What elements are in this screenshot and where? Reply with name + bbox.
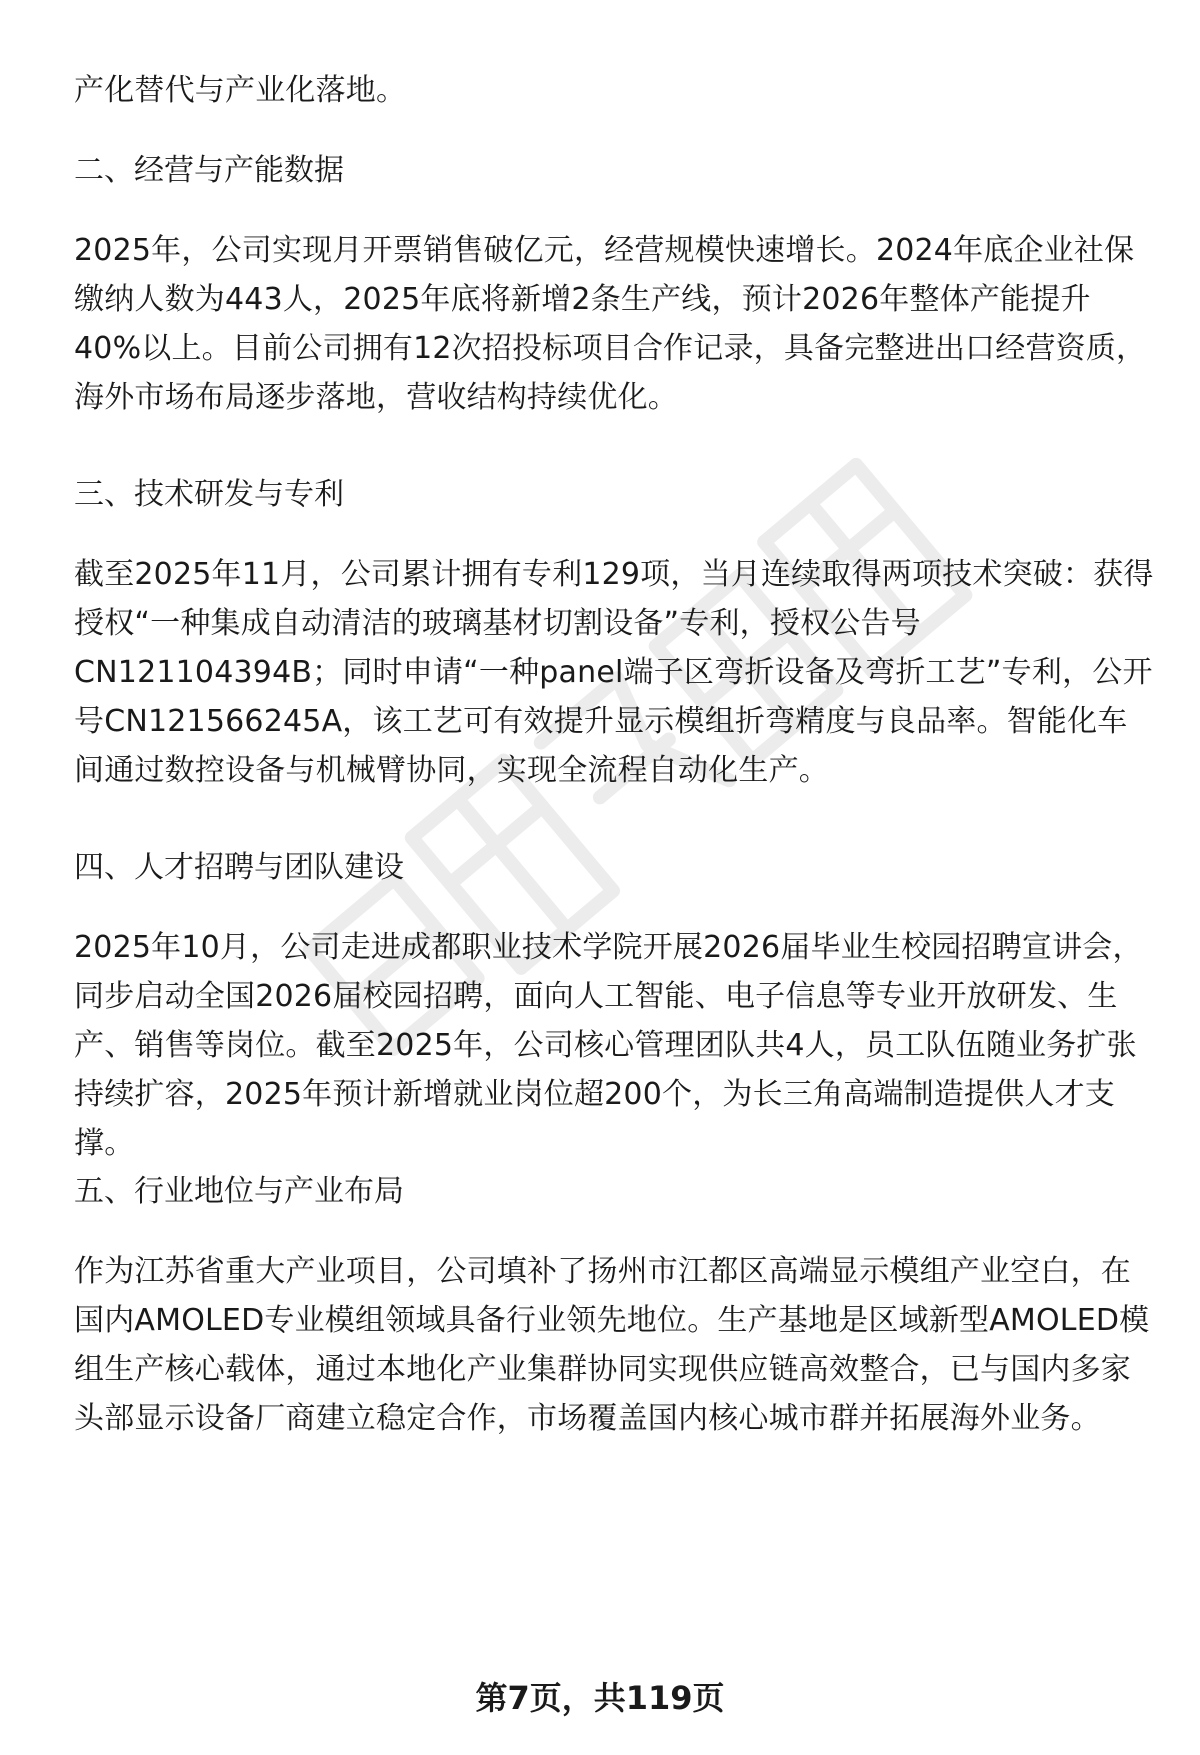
section-heading-talent: 四、人才招聘与团队建设: [74, 850, 404, 885]
section-heading-operations: 二、经营与产能数据: [74, 153, 344, 188]
section-body-industry: 作为江苏省重大产业项目，公司填补了扬州市江都区高端显示模组产业空白，在国内AMOLED专业模组领域具备行业领先地位。生产基地是区域新型AMOLED模组生产核心载体，通过本地化产业集群协同实现供应链高效整合，已与国内多家头部显示设备厂商建立稳定合作，市场覆盖国内核心城市群并拓展海外业务。: [74, 1254, 1150, 1436]
section-heading-rnd: 三、技术研发与专利: [74, 477, 344, 512]
section-heading-industry: 五、行业地位与产业布局: [74, 1174, 404, 1209]
section-body-talent: 2025年10月，公司走进成都职业技术学院开展2026届毕业生校园招聘宣讲会，同步启动全国2026届校园招聘，面向人工智能、电子信息等专业开放研发、生产、销售等岗位。截至2025年，公司核心管理团队共4人，员工队伍随业务扩张持续扩容，2025年预计新增就业岗位超200个，为长三角高端制造提供人才支撑。: [74, 930, 1143, 1161]
section-body-rnd: 截至2025年11月，公司累计拥有专利129项，当月连续取得两项技术突破：获得授权“一种集成自动清洁的玻璃基材切割设备”专利，授权公告号CN121104394B；同时申请“一种panel端子区弯折设备及弯折工艺”专利，公开号CN121566245A，该工艺可有效提升显示模组折弯精度与良品率。智能化车间通过数控设备与机械臂协同，实现全流程自动化生产。: [74, 557, 1154, 788]
section-body-operations: 2025年，公司实现月开票销售破亿元，经营规模快速增长。2024年底企业社保缴纳人数为443人，2025年底将新增2条生产线，预计2026年整体产能提升40%以上。目前公司拥有12次招投标项目合作记录，具备完整进出口经营资质，海外市场布局逐步落地，营收结构持续优化。: [74, 233, 1147, 415]
intro-paragraph-tail: 产化替代与产业化落地。: [74, 73, 407, 108]
page-number: 第7页，共119页: [475, 1679, 725, 1717]
